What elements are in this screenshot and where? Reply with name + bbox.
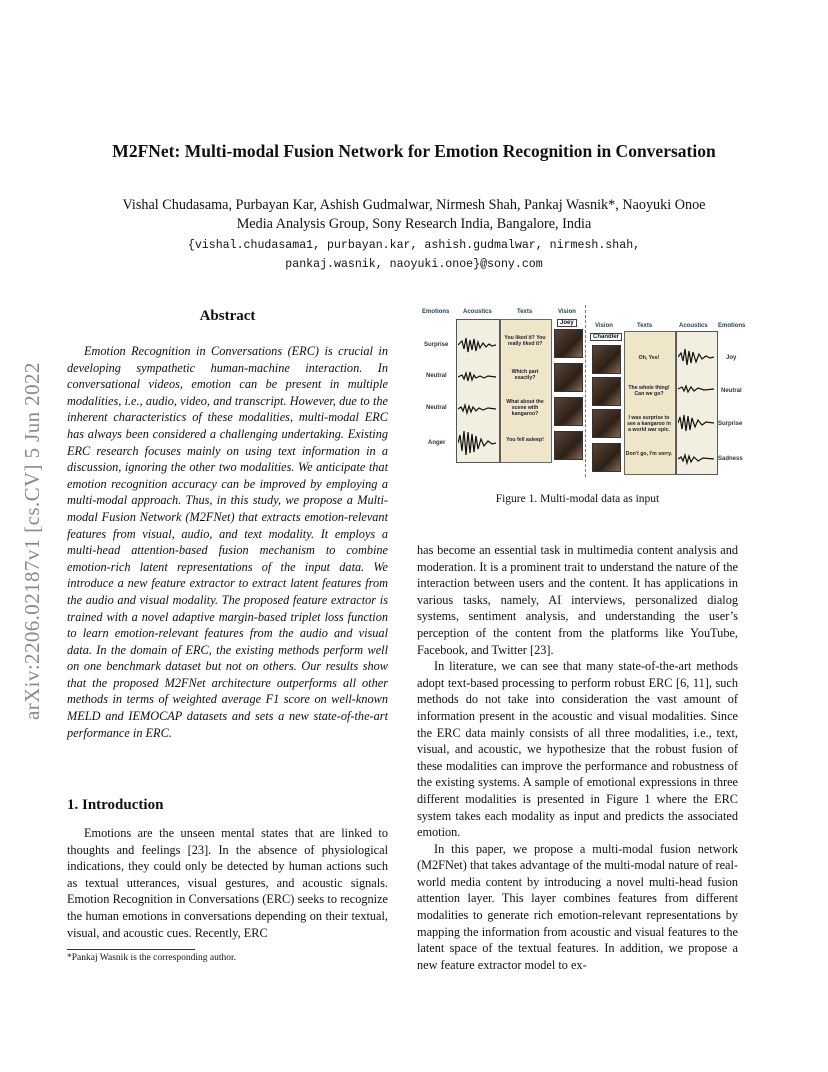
affiliation: Media Analysis Group, Sony Research India, Bangalore, India <box>236 216 592 232</box>
footnote: *Pankaj Wasnik is the corresponding author. <box>67 953 236 963</box>
fig-header-emotions-right: Emotions <box>718 323 746 329</box>
fig-header-vision-right: Vision <box>595 323 613 329</box>
footnote-rule <box>67 949 195 950</box>
fig-emotion-left-4: Anger <box>428 440 446 446</box>
fig-utterance-left-1: You liked it? You really liked it? <box>504 335 546 348</box>
fig-speaker-joey: Joey <box>557 319 577 327</box>
author-block <box>0 196 828 234</box>
abstract-heading: Abstract <box>199 308 256 324</box>
fig-header-vision-left: Vision <box>558 309 576 315</box>
fig-face-left-2 <box>554 363 583 392</box>
fig-header-emotions-left: Emotions <box>422 309 450 315</box>
introduction-heading: 1. Introduction <box>67 797 164 813</box>
fig-emotion-right-3: Surprise <box>718 421 743 427</box>
fig-utterance-right-3: I was surprise to see a kangaroo in a world war epic. <box>627 415 671 434</box>
abstract-text: Emotion Recognition in Conversations (ERC) is crucial in developing sympathetic human-machine interaction. In conversational videos, emotion can be present in multiple modalities, i.e., audio, video, and transcript. However, due to the inherent characteristics of these modalities, multi-modal ERC has always been considered a challenging undertaking. Existing ERC research focuses mainly on using text information in a discussion, ignoring the other two modalities. We anticipate that emotion recognition accuracy can be improved by employing a multi-modal approach. Thus, in this study, we propose a Multi-modal Fusion Network (M2FNet) that extracts emotion-relevant features from visual, audio, and text modality. It employs a multi-head attention-based fusion mechanism to combine emotion-rich latent representations of the input data. We introduce a new feature extractor to extract latent features from the audio and visual modality. The proposed feature extractor is trained with a novel adaptive margin-based triplet loss function to learn emotion-relevant features from the audio and visual data. In the domain of ERC, the existing methods perform well on one benchmark dataset but not on others. Our results show that the proposed M2FNet architecture outperforms all other methods in terms of weighted average F1 score on well-known MELD and IEMOCAP datasets and sets a new state-of-the-art performance in ERC. <box>67 344 388 740</box>
fig-header-texts-left: Texts <box>517 309 533 315</box>
fig-utterance-right-4: Don't go, I'm sorry. <box>625 451 673 457</box>
fig-emotion-right-2: Neutral <box>721 388 742 394</box>
intro-paragraph: Emotions are the unseen mental states that are linked to thoughts and feelings [23]. In the absence of physiological indications, they could only be detected by human actions such as textual utterances, visual gestures, and acoustic signals. Emotion Recognition in Conversations (ERC) seeks to recognize the human emotions in conversations depending on their textual, visual, and acoustic cues. Recently, ERC <box>67 826 388 940</box>
fig-waveforms-left <box>458 335 496 455</box>
right-paragraph-3: In this paper, we propose a multi-modal fusion network (M2FNet) that takes advantage of the multi-modal nature of real-world media content by introducing a novel multi-head fusion attention layer. This layer combines features from different modalities to generate rich emotion-relevant representations by mapping the information from acoustic and visual features to the latent space of the textual features. In addition, we propose a new feature extractor model to ex- <box>417 841 738 972</box>
fig-face-left-1 <box>554 329 583 358</box>
arxiv-identifier: arXiv:2206.02187v1 [cs.CV] 5 Jun 2022 <box>20 362 44 720</box>
fig-emotion-left-1: Surprise <box>424 342 449 348</box>
fig-speaker-chandler: Chandler <box>590 333 622 341</box>
fig-utterance-right-2: The whole thing! Can we go? <box>628 385 670 398</box>
authors-line: Vishal Chudasama, Purbayan Kar, Ashish Gudmalwar, Nirmesh Shah, Pankaj Wasnik*, Naoyuki Onoe <box>122 197 706 213</box>
fig-utterance-right-1: Oh, Yes! <box>638 355 660 361</box>
fig-utterance-left-3: What about the scene with kangaroo? <box>506 399 544 418</box>
figure-1 <box>420 305 752 477</box>
fig-utterance-left-4: You fell asleep! <box>506 437 544 443</box>
right-column-text <box>417 542 738 973</box>
right-paragraph-1: has become an essential task in multimedia content analysis and moderation. It is a prominent trait to understand the nature of the interaction between users and the content. It has applications in various tasks, namely, AI interviews, personalized dialog systems, sentiment analysis, and understanding the user’s perception of the content from the platforms like YouTube, Facebook, and Twitter [23]. <box>417 543 738 657</box>
fig-face-right-3 <box>592 409 621 438</box>
right-paragraph-2: In literature, we can see that many state-of-the-art methods adopt text-based processing to perform robust ERC [6, 11], such methods do not take into consideration the vast amount of information present in the acoustic and visual modalities. Since the ERC data mainly consists of all three modalities, i.e., text, visual, and acoustic, we hypothesize that the robust fusion of these modalities can improve the performance and robustness of the existing systems. A sample of emotional expressions in three different modalities is presented in Figure 1 where the ERC system takes each modality as input and predicts the associated emotion. <box>417 659 738 840</box>
fig-divider <box>585 305 586 477</box>
fig-waveforms-right <box>678 347 714 473</box>
fig-header-texts-right: Texts <box>637 323 653 329</box>
emails-line-2: pankaj.wasnik, naoyuki.onoe}@sony.com <box>285 258 543 271</box>
email-block <box>0 236 828 274</box>
fig-face-right-4 <box>592 443 621 472</box>
fig-utterance-left-2: Which part exactly? <box>511 369 539 382</box>
figure-caption: Figure 1. Multi-modal data as input <box>495 493 660 505</box>
fig-face-right-1 <box>592 345 621 374</box>
fig-emotion-left-2: Neutral <box>426 373 447 379</box>
emails-line-1: {vishal.chudasama1, purbayan.kar, ashish.gudmalwar, nirmesh.shah, <box>187 239 641 252</box>
fig-header-acoustics-right: Acoustics <box>679 323 708 329</box>
fig-emotion-right-1: Joy <box>726 355 737 361</box>
fig-face-left-3 <box>554 397 583 426</box>
fig-face-left-4 <box>554 431 583 460</box>
paper-title: M2FNet: Multi-modal Fusion Network for Emotion Recognition in Conversation <box>112 141 716 161</box>
fig-face-right-2 <box>592 377 621 406</box>
fig-emotion-left-3: Neutral <box>426 405 447 411</box>
fig-emotion-right-4: Sadness <box>718 456 743 462</box>
fig-header-acoustics-left: Acoustics <box>463 309 492 315</box>
